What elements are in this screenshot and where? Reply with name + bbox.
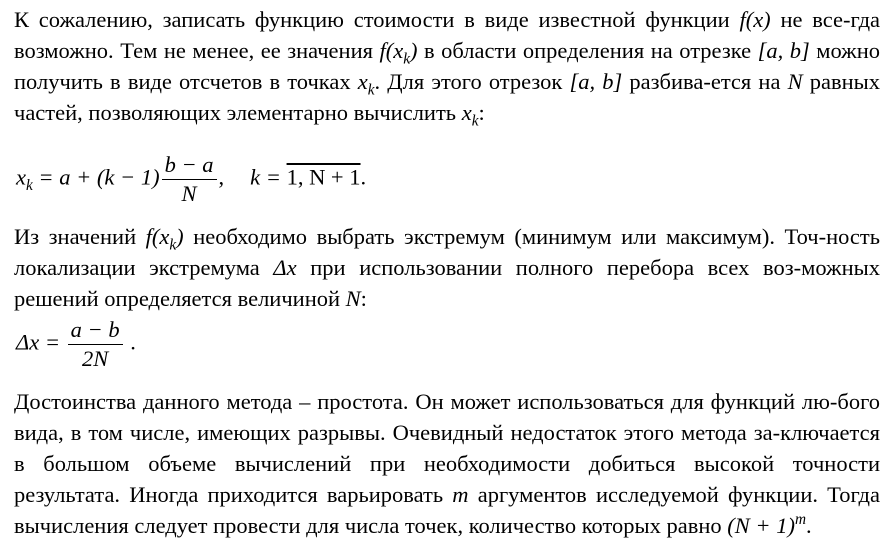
eq1-frac-num: b − a (162, 151, 217, 180)
p2-text-2: необходимо выбрать экстремум (минимум или максимум). Точ-ность локализации экстремума (14, 224, 881, 280)
math-n-plus-1: (N + 1) (727, 513, 795, 538)
math-xk-2-sub: k (471, 112, 479, 130)
equation-2 (16, 316, 136, 373)
eq1-rhs-start: = a + (k − 1) (32, 164, 160, 190)
math-xk-2-x: x (461, 100, 472, 125)
p1-text-7: равных частей, позволяющих элементарно вычислить (14, 69, 880, 125)
p3-text-1: Достоинства данного метода – простота. Он может использоваться для функций лю-бого вида, в том числе, имеющих разрывы. Очевидный недостаток этого метода за-ключается в большом объеме вычислений при необходимости добиться высокой точности результата. Иногда приходится варьировать (14, 389, 880, 507)
eq2-lhs: Δx = (16, 329, 66, 355)
eq2-period: . (124, 329, 136, 355)
eq2-frac-num: a − b (68, 316, 123, 345)
math-interval-1: [a, b] (757, 38, 810, 63)
math-f-xk-2 (145, 224, 184, 254)
p3-text-4: . (806, 513, 812, 538)
eq1-fraction (162, 151, 217, 208)
p1-text-8: : (478, 100, 485, 125)
math-f-xk (379, 38, 418, 68)
eq2-fraction (68, 316, 123, 373)
math-N-2: N (345, 286, 361, 311)
eq1-lhs-sub: k (26, 177, 33, 194)
p1-text-3: в области определения на отрезке (417, 38, 758, 63)
math-xk-1-sub: k (367, 81, 375, 99)
math-delta-x: Δx (273, 255, 297, 280)
eq1-comma: , (218, 164, 225, 190)
paragraph-2 (14, 221, 880, 314)
p1-text-6: разбива-ется на (622, 69, 788, 94)
math-f-xk-2-sub: k (169, 236, 177, 254)
p1-text-5: . Для этого отрезок (374, 69, 570, 94)
math-m: m (452, 482, 469, 507)
math-xk-2 (461, 100, 479, 130)
math-N-1: N (787, 69, 803, 94)
eq1-period: . (360, 164, 367, 190)
eq2-frac-den: 2N (81, 346, 109, 371)
p2-text-1: Из значений (14, 224, 146, 249)
p1-text-1: К сожалению, записать функцию стоимости в виде известной функции (14, 7, 740, 32)
eq1-lhs-x: x (16, 164, 26, 190)
paragraph-3 (14, 386, 880, 541)
p1-text-4: можно получить в виде отсчетов в точках (14, 38, 881, 94)
math-interval-2: [a, b] (569, 69, 623, 94)
math-n-plus-1-sup: m (794, 510, 807, 528)
math-f-xk-sub: k (403, 50, 411, 68)
math-f-xk-close: ) (410, 38, 418, 63)
paragraph-1 (14, 4, 880, 128)
p3-text-2: аргументов исследуемой функции. Тогда вычисления следует провести для числа точек, количество которых равно (14, 482, 880, 538)
eq1-range-k: k = (250, 164, 287, 190)
math-f-xk-2-prefix: f(x (145, 224, 170, 249)
equation-1 (16, 151, 366, 208)
math-fx: f(x) (739, 7, 771, 32)
math-f-xk-2-close: ) (176, 224, 184, 249)
p2-text-4: : (360, 286, 367, 311)
p2-text-3: при использовании полного перебора всех воз-можных решений определяется величиной (14, 255, 880, 311)
eq1-frac-den: N (181, 181, 197, 206)
p1-text-2: не все-гда возможно. Тем не менее, ее значения (14, 7, 881, 63)
eq1-range-bar: 1, N + 1 (286, 164, 361, 190)
math-f-xk-prefix: f(x (379, 38, 404, 63)
math-xk-1-x: x (357, 69, 368, 94)
math-xk-1 (357, 69, 375, 99)
